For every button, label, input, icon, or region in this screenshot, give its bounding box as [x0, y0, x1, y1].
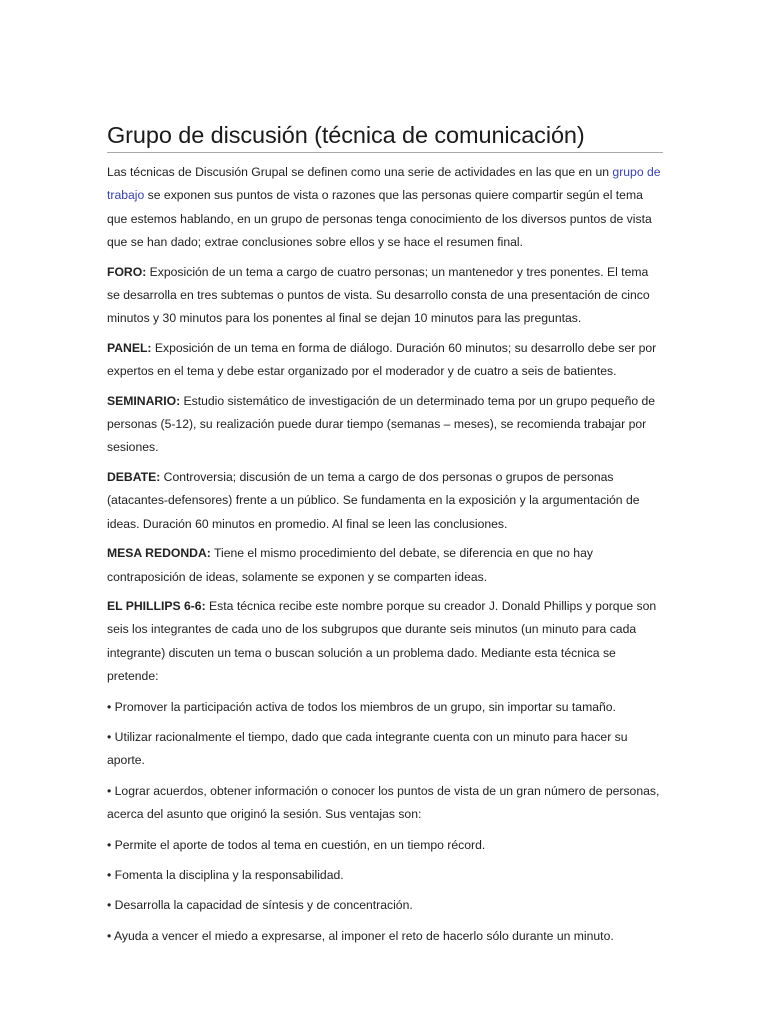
section-label: MESA REDONDA:: [107, 546, 211, 561]
section-text: Tiene el mismo procedimiento del debate, se diferencia en que no hay contraposición de ideas, solamente se exponen y se comparten ideas.: [107, 546, 593, 584]
section-label: EL PHILLIPS 6-6:: [107, 598, 206, 613]
bullet-item: • Utilizar racionalmente el tiempo, dado que cada integrante cuenta con un minuto para hacer su aporte.: [107, 729, 628, 768]
intro-text-after: se exponen sus puntos de vista o razones que las personas quiere compartir según el tema que estemos hablando, en un grupo de personas tenga conocimiento de los diversos puntos de vista que se han dado; extrae conclusiones sobre ellos y se hace el resumen final.: [107, 188, 652, 250]
grupo-de-trabajo-link[interactable]: grupo de trabajo: [107, 165, 661, 203]
document-page: [107, 120, 663, 948]
section-phillips-6-6: [107, 595, 663, 689]
bullet-item: • Lograr acuerdos, obtener información o conocer los puntos de vista de un gran número de personas, acerca del asunto que originó la sesión. Sus ventajas son:: [107, 783, 660, 822]
section-label: DEBATE:: [107, 469, 161, 484]
section-text: Estudio sistemático de investigación de un determinado tema por un grupo pequeño de personas (5-12), su realización puede durar tiempo (semanas – meses), se recomienda trabajar por sesiones.: [107, 393, 656, 455]
section-text: Esta técnica recibe este nombre porque su creador J. Donald Phillips y porque son seis los integrantes de cada uno de los subgrupos que durante seis minutos (un minuto para cada integrante) discuten un tema o buscan solución a un problema dado. Mediante esta técnica se pretende:: [107, 598, 657, 684]
section-mesa-redonda: [107, 542, 663, 589]
bullet-item: • Ayuda a vencer el miedo a expresarse, al imponer el reto de hacerlo sólo durante un minuto.: [107, 928, 614, 943]
bullet-item: • Desarrolla la capacidad de síntesis y de concentración.: [107, 898, 413, 913]
section-seminario: [107, 390, 663, 460]
section-text: Controversia; discusión de un tema a cargo de dos personas o grupos de personas (atacantes-defensores) frente a un público. Se fundamenta en la exposición y la argumentación de ideas. Duración 60 minutos en promedio. Al final se leen las conclusiones.: [107, 469, 640, 531]
section-label: SEMINARIO:: [107, 393, 181, 408]
section-panel: [107, 337, 663, 384]
section-text: Exposición de un tema en forma de diálogo. Duración 60 minutos; su desarrollo debe ser por expertos en el tema y debe estar organizado por el moderador y de cuatro a seis de batientes.: [107, 340, 657, 379]
bullet-item: • Permite el aporte de todos al tema en cuestión, en un tiempo récord.: [107, 837, 486, 852]
intro-paragraph: [107, 161, 663, 255]
section-label: FORO:: [107, 264, 147, 279]
intro-text-before: Las técnicas de Discusión Grupal se definen como una serie de actividades en las que en un: [107, 165, 613, 179]
bullet-item: • Fomenta la disciplina y la responsabilidad.: [107, 867, 344, 882]
section-debate: [107, 466, 663, 536]
page-title: Grupo de discusión (técnica de comunicación): [107, 120, 663, 153]
section-foro: [107, 261, 663, 331]
bullet-item: • Promover la participación activa de todos los miembros de un grupo, sin importar su tamaño.: [107, 699, 616, 714]
section-text: Exposición de un tema a cargo de cuatro personas; un mantenedor y tres ponentes. El tema se desarrolla en tres subtemas o puntos de vista. Su desarrollo consta de una presentación de cinco minutos y 30 minutos para los ponentes al final se dejan 10 minutos para las preguntas.: [107, 264, 650, 326]
section-label: PANEL:: [107, 340, 152, 355]
